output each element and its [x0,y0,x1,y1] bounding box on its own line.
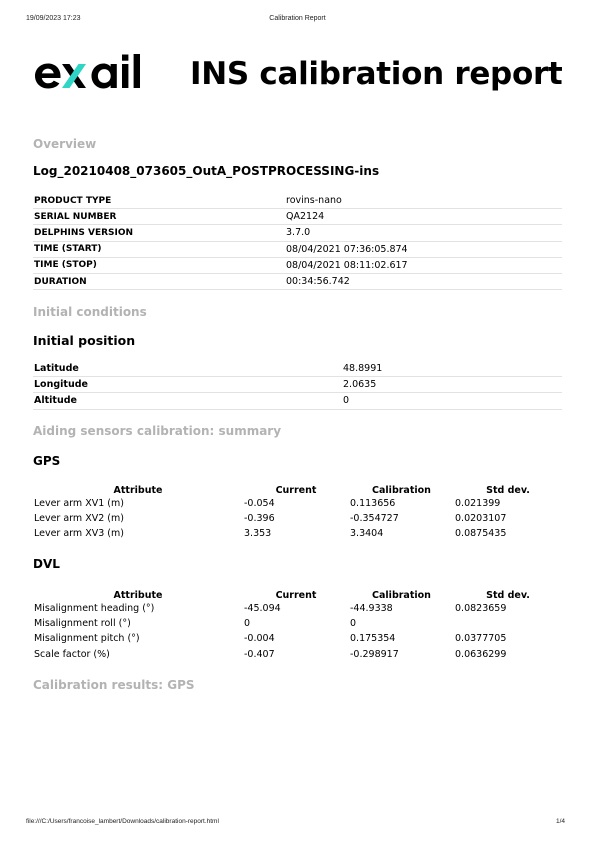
table-row [33,616,562,631]
cell-std-dev [454,616,562,631]
table-row [33,631,562,646]
table-header-row [33,481,562,496]
table-row [33,647,562,662]
cell-attribute: Lever arm XV1 (m) [34,498,124,510]
row-key: Altitude [33,393,342,409]
col-header-attribute: Attribute [113,590,163,601]
table-row [33,209,562,225]
aiding-sensors-heading: Aiding sensors calibration: summary [33,424,282,438]
initial-position-heading: Initial position [33,333,136,348]
col-header-current: Current [275,590,317,601]
col-header-current: Current [275,485,317,496]
col-header-calibration: Calibration [372,485,431,496]
dvl-table [33,586,562,662]
calibration-results-heading: Calibration results: GPS [33,678,195,692]
gps-heading: GPS [33,454,61,468]
cell-calibration: -0.298917 [350,648,399,660]
row-key: DELPHINS VERSION [33,225,285,241]
cell-current: -0.004 [244,633,275,645]
row-value: 48.8991 [342,361,562,377]
table-row [33,273,562,289]
dvl-heading: DVL [33,557,60,571]
cell-std-dev: 0.0377705 [455,633,507,645]
initial-position-table [33,361,562,410]
cell-std-dev: 0.0636299 [455,648,507,660]
table-row [33,377,562,393]
cell-current: -45.094 [244,603,281,615]
cell-attribute: Misalignment roll (°) [34,618,131,630]
cell-attribute: Lever arm XV3 (m) [34,528,124,540]
print-file-url: file:///C:/Users/francoise_lambert/Downloads/calibration-report.html [26,818,219,825]
cell-attribute: Scale factor (%) [34,648,110,660]
cell-current: -0.054 [244,498,275,510]
cell-calibration: -0.354727 [350,513,399,525]
overview-table [33,193,562,290]
col-header-attribute: Attribute [113,485,163,496]
cell-current: 3.353 [244,528,272,540]
row-key: Latitude [33,361,342,377]
col-header-calibration: Calibration [372,590,431,601]
cell-std-dev: 0.021399 [455,498,501,510]
table-row [33,393,562,409]
table-row [33,526,562,541]
table-row [33,511,562,526]
cell-calibration: 0.113656 [350,498,396,510]
print-datetime: 19/09/2023 17:23 [26,15,81,22]
table-row [33,193,562,209]
row-value: 00:34:56.742 [285,273,562,289]
cell-attribute: Misalignment pitch (°) [34,633,140,645]
col-header-std-dev: Std dev. [486,485,530,496]
table-row [33,257,562,273]
exail-logo [30,52,150,96]
row-value: 0 [342,393,562,409]
row-value: 2.0635 [342,377,562,393]
row-value: rovins-nano [285,193,562,209]
cell-current: -0.407 [244,648,275,660]
cell-calibration: 0.175354 [350,633,396,645]
gps-table [33,481,562,542]
table-header-row [33,586,562,601]
cell-std-dev: 0.0203107 [455,513,507,525]
col-header-std-dev: Std dev. [486,590,530,601]
table-row [33,225,562,241]
cell-calibration: 0 [350,618,357,630]
cell-attribute: Misalignment heading (°) [34,603,155,615]
row-value: 08/04/2021 07:36:05.874 [285,241,562,257]
row-value: 3.7.0 [285,225,562,241]
print-page-title: Calibration Report [269,15,326,22]
print-page-number: 1/4 [556,818,566,825]
table-row [33,241,562,257]
initial-conditions-heading: Initial conditions [33,305,147,319]
cell-std-dev: 0.0875435 [455,528,507,540]
cell-attribute: Lever arm XV2 (m) [34,513,124,525]
overview-heading: Overview [33,137,97,151]
row-value: 08/04/2021 08:11:02.617 [285,257,562,273]
row-key: Longitude [33,377,342,393]
table-row [33,361,562,377]
row-key: TIME (START) [33,241,285,257]
row-key: SERIAL NUMBER [33,209,285,225]
cell-calibration: 3.3404 [350,528,384,540]
log-name: Log_20210408_073605_OutA_POSTPROCESSING-ins [33,164,380,178]
row-value: QA2124 [285,209,562,225]
cell-calibration: -44.9338 [350,603,393,615]
table-row [33,496,562,511]
row-key: PRODUCT TYPE [33,193,285,209]
table-row [33,601,562,616]
row-key: DURATION [33,273,285,289]
cell-std-dev: 0.0823659 [455,603,507,615]
cell-current: 0 [244,618,251,630]
row-key: TIME (STOP) [33,257,285,273]
report-title: INS calibration report [190,56,563,92]
cell-current: -0.396 [244,513,275,525]
